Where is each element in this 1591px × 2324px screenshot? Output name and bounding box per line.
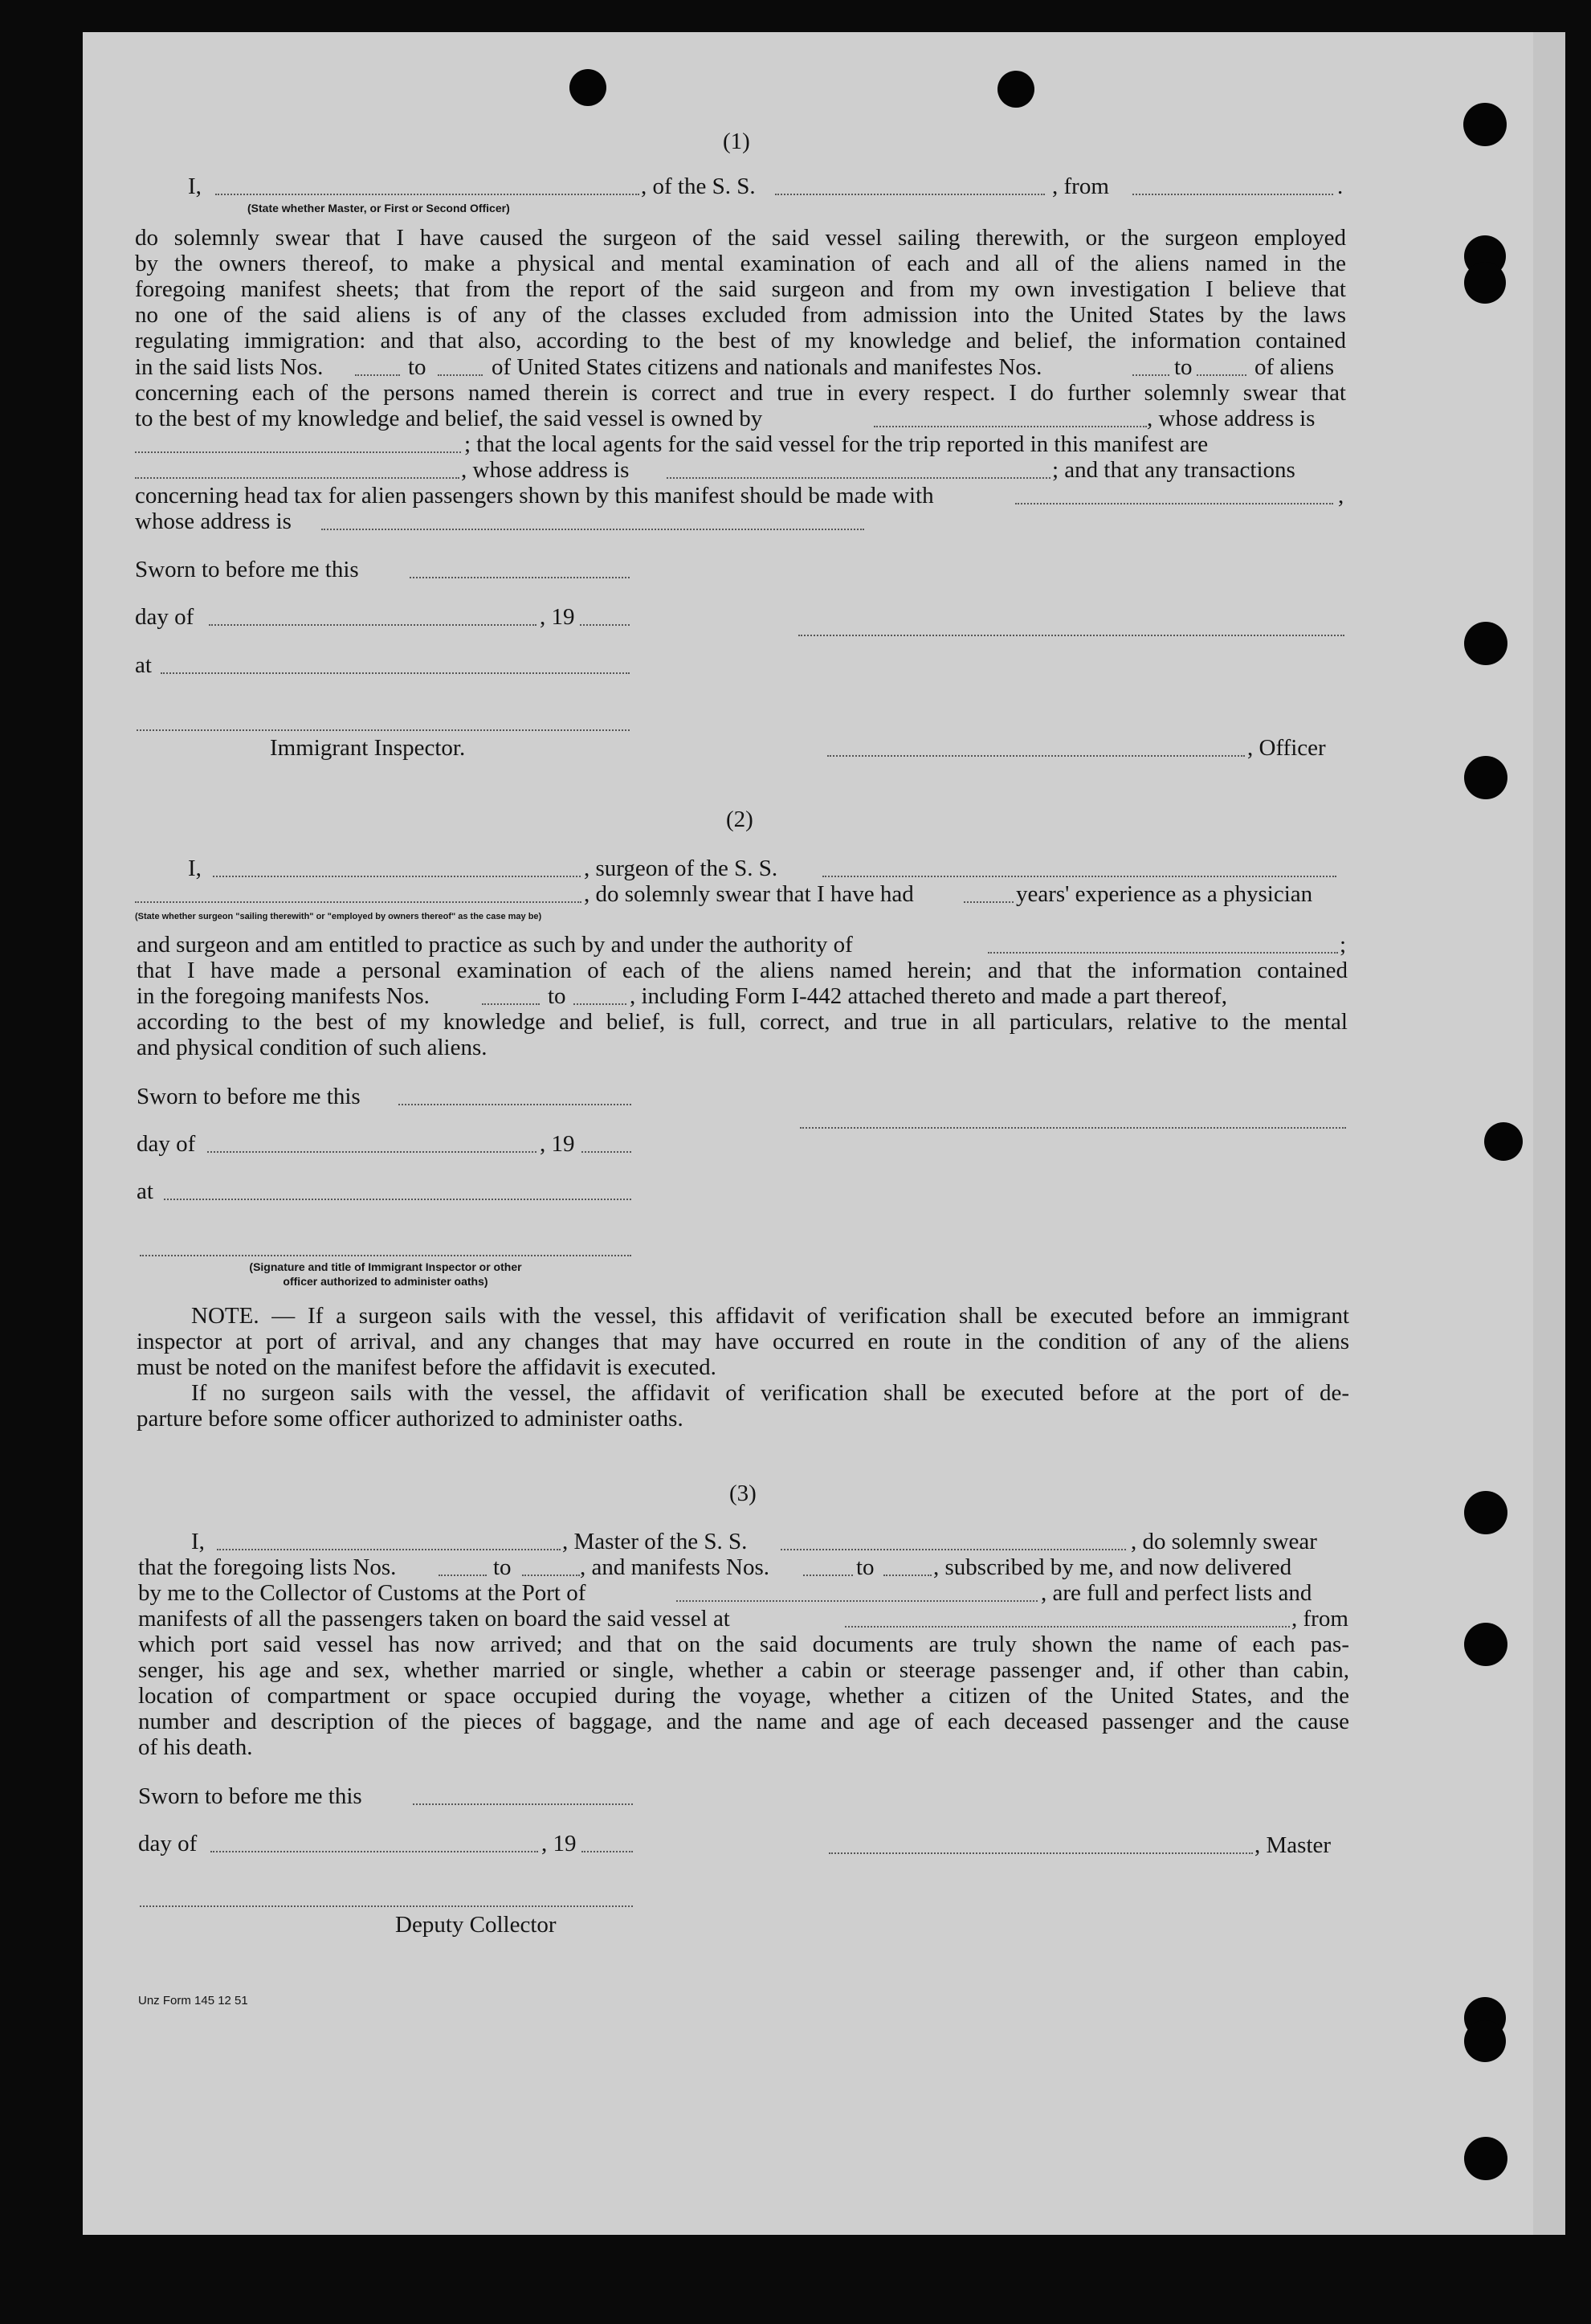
surgeon-of-ss-label: , surgeon of the S. S. — [584, 856, 778, 881]
head-tax-label: concerning head tax for alien passengers shown by this manifest should be made with — [135, 483, 934, 509]
sworn-label: Sworn to before me this — [137, 1084, 361, 1109]
punch-hole — [1464, 756, 1507, 799]
swear-label: , do solemnly swear that I have had — [584, 881, 914, 907]
year-field[interactable] — [581, 1851, 633, 1852]
master-name-field[interactable] — [217, 1549, 561, 1550]
vessel-name-field[interactable] — [775, 194, 1045, 195]
head-tax-contact-field[interactable] — [1015, 503, 1333, 504]
note-line: If no surgeon sails with the vessel, the affidavit of verification shall be executed before at the port of de- — [191, 1380, 1349, 1406]
month-field[interactable] — [209, 624, 536, 626]
aliens-label: of aliens — [1254, 354, 1335, 380]
note-line: inspector at port of arrival, and any changes that may have occurred en route in the condition of any of the aliens — [137, 1329, 1349, 1354]
authority-label: and surgeon and am entitled to practice as such by and under the authority of — [137, 932, 853, 958]
owned-by-label: to the best of my knowledge and belief, the said vessel is owned by — [135, 406, 763, 431]
sworn-day-field[interactable] — [398, 1104, 631, 1105]
manifests-nos-label: , and manifests Nos. — [580, 1554, 769, 1580]
punch-hole — [1464, 2137, 1507, 2180]
manifests-from-field[interactable] — [482, 1003, 540, 1005]
place-field[interactable] — [161, 672, 630, 674]
sworn-day-field[interactable] — [410, 577, 630, 578]
immigrant-inspector-label: Immigrant Inspector. — [270, 735, 466, 761]
oath-line: by the owners thereof, to make a physical and mental examination of each and all of the aliens named in the — [135, 251, 1346, 276]
inspector-signature-field[interactable] — [140, 1255, 631, 1256]
contact-address-field[interactable] — [321, 529, 864, 530]
from-label: , from — [1291, 1606, 1348, 1632]
year-field[interactable] — [580, 624, 630, 626]
lists-from-field[interactable] — [355, 374, 400, 376]
port-field[interactable] — [676, 1600, 1038, 1602]
punch-hole — [1463, 103, 1507, 146]
surgeon-signature-field[interactable] — [800, 1127, 1346, 1129]
citizens-label: of United States citizens and nationals and manifestes Nos. — [492, 354, 1042, 380]
section-1-number: (1) — [723, 129, 750, 154]
authority-field[interactable] — [988, 952, 1338, 954]
local-agents-label: ; that the local agents for the said vessel for the trip reported in this manifest are — [464, 431, 1209, 457]
punch-hole — [569, 69, 606, 106]
manifests-from-field[interactable] — [1132, 374, 1169, 376]
punch-hole — [1464, 1491, 1507, 1534]
surgeon-oath-line: that I have made a personal examination of each of the aliens named herein; and that the information contained — [137, 958, 1348, 983]
contact-address-label: whose address is — [135, 509, 292, 534]
semicolon: ; — [1340, 932, 1347, 958]
surgeon-status-note: (State whether surgeon "sailing therewith" or "employed by owners thereof" as the case may be) — [135, 912, 542, 921]
oath-line: of his death. — [138, 1734, 253, 1760]
punch-hole — [1464, 1623, 1507, 1666]
transactions-label: ; and that any transactions — [1052, 457, 1295, 483]
place-field[interactable] — [164, 1199, 631, 1200]
surgeon-status-field[interactable] — [135, 901, 581, 903]
year-field[interactable] — [581, 1151, 631, 1153]
to-label: to — [856, 1554, 875, 1580]
surgeon-vessel-field[interactable] — [822, 876, 1336, 877]
at-label: at — [137, 1178, 153, 1204]
oath-line: foregoing manifest sheets; that from the report of the said surgeon and from my own investigation I believe that — [135, 276, 1346, 302]
officer-name-field[interactable] — [215, 194, 639, 195]
punch-hole — [1484, 1122, 1523, 1161]
year-prefix: , 19 — [541, 1831, 577, 1856]
day-of-label: day of — [137, 1131, 196, 1157]
lists-to-field[interactable] — [438, 374, 483, 376]
at-label: at — [135, 652, 152, 678]
swear-label: , do solemnly swear — [1131, 1529, 1317, 1554]
owner-field[interactable] — [874, 426, 1147, 427]
to-label: to — [408, 354, 426, 380]
punch-hole — [1464, 262, 1506, 304]
officer-rank-note: (State whether Master, or First or Second Officer) — [247, 202, 510, 214]
sworn-label: Sworn to before me this — [135, 557, 359, 582]
to-label: to — [1174, 354, 1193, 380]
lists-perfect-label: , are full and perfect lists and — [1041, 1580, 1312, 1606]
sworn-label: Sworn to before me this — [138, 1783, 362, 1809]
agent-address-label: , whose address is — [461, 457, 630, 483]
local-agents-field[interactable] — [135, 477, 459, 479]
declarant-label: I, — [188, 174, 202, 199]
signature-caption: officer authorized to administer oaths) — [283, 1275, 488, 1288]
from-label: , from — [1052, 174, 1109, 199]
oath-line: do solemnly swear that I have caused the surgeon of the said vessel sailing therewith, or the surgeon employed — [135, 225, 1346, 251]
oath-line: which port said vessel has now arrived; and that on the said documents are truly shown the name of each pas- — [138, 1632, 1349, 1657]
master-of-ss-label: , Master of the S. S. — [562, 1529, 748, 1554]
period: . — [1337, 174, 1344, 199]
of-ss-label: , of the S. S. — [641, 174, 756, 199]
month-field[interactable] — [210, 1851, 538, 1852]
declarant-label: I, — [191, 1529, 205, 1554]
oath-line: concerning each of the persons named therein is correct and true in every respect. I do further solemnly swear that — [135, 380, 1346, 406]
signature-field[interactable] — [798, 635, 1344, 636]
manifests-to-field[interactable] — [573, 1003, 626, 1005]
day-of-label: day of — [138, 1831, 198, 1856]
oath-line: number and description of the pieces of baggage, and the name and age of each deceased passenger and the cause — [138, 1709, 1349, 1734]
surgeon-oath-line: according to the best of my knowledge and belief, is full, correct, and true in all particulars, relative to the mental — [137, 1009, 1348, 1035]
deputy-collector-signature-field[interactable] — [140, 1905, 633, 1907]
owner-address-field[interactable] — [135, 451, 461, 453]
master-label: , Master — [1254, 1832, 1332, 1858]
page-edge — [1533, 32, 1565, 2235]
manifests-to-field[interactable] — [883, 1575, 932, 1576]
oath-line: regulating immigration: and that also, according to the best of my knowledge and belief, the information contained — [135, 328, 1346, 353]
lists-nos-label: in the said lists Nos. — [135, 354, 324, 380]
inspector-signature-field[interactable] — [137, 729, 630, 731]
month-field[interactable] — [207, 1151, 536, 1153]
punch-hole — [997, 71, 1034, 108]
departure-port-field[interactable] — [1132, 194, 1333, 195]
oath-line: location of compartment or space occupied during the voyage, whether a citizen of the United States, and the — [138, 1683, 1349, 1709]
years-experience-label: years' experience as a physician — [1016, 881, 1313, 907]
to-label: to — [493, 1554, 512, 1580]
subscribed-label: , subscribed by me, and now delivered — [933, 1554, 1292, 1580]
owner-address-label: , whose address is — [1147, 406, 1316, 431]
year-prefix: , 19 — [540, 604, 575, 630]
surgeon-oath-line: and physical condition of such aliens. — [137, 1035, 487, 1060]
surgeon-name-field[interactable] — [213, 876, 581, 877]
taken-on-board-label: manifests of all the passengers taken on board the said vessel at — [138, 1606, 730, 1632]
declarant-label: I, — [188, 856, 202, 881]
deputy-collector-label: Deputy Collector — [395, 1912, 557, 1938]
officer-signature-field[interactable] — [827, 755, 1245, 757]
lists-nos-label: that the foregoing lists Nos. — [138, 1554, 397, 1580]
comma: , — [1338, 483, 1344, 509]
agent-address-field[interactable] — [667, 477, 1050, 479]
day-of-label: day of — [135, 604, 194, 630]
punch-hole — [1464, 2020, 1506, 2062]
form-number: Unz Form 145 12 51 — [138, 1994, 248, 2007]
to-label: to — [548, 983, 566, 1009]
signature-caption: (Signature and title of Immigrant Inspector or other — [249, 1260, 522, 1273]
note-line: NOTE. — If a surgeon sails with the vessel, this affidavit of verification shall be executed before an immigrant — [191, 1303, 1349, 1329]
master-signature-field[interactable] — [829, 1852, 1253, 1854]
note-line: parture before some officer authorized to administer oaths. — [137, 1406, 683, 1432]
lists-to-field[interactable] — [522, 1575, 580, 1576]
sworn-day-field[interactable] — [413, 1803, 633, 1805]
manifests-from-field[interactable] — [803, 1575, 853, 1576]
years-field[interactable] — [964, 901, 1014, 903]
punch-hole — [1464, 622, 1507, 665]
officer-label: , Officer — [1247, 735, 1326, 761]
note-line: must be noted on the manifest before the affidavit is executed. — [137, 1354, 716, 1380]
boarding-port-field[interactable] — [845, 1626, 1290, 1628]
lists-from-field[interactable] — [439, 1575, 487, 1576]
form-i442-label: , including Form I-442 attached thereto and made a part thereof, — [630, 983, 1228, 1009]
oath-line: no one of the said aliens is of any of the classes excluded from admission into the United States by the laws — [135, 302, 1346, 328]
master-vessel-field[interactable] — [781, 1549, 1126, 1550]
manifests-nos-label: in the foregoing manifests Nos. — [137, 983, 430, 1009]
section-2-number: (2) — [726, 807, 753, 832]
oath-line: senger, his age and sex, whether married or single, whether a cabin or steerage passenger and, if other than cabin, — [138, 1657, 1349, 1683]
section-3-number: (3) — [729, 1481, 757, 1506]
manifests-to-field[interactable] — [1197, 374, 1246, 376]
year-prefix: , 19 — [540, 1131, 575, 1157]
collector-port-label: by me to the Collector of Customs at the Port of — [138, 1580, 586, 1606]
